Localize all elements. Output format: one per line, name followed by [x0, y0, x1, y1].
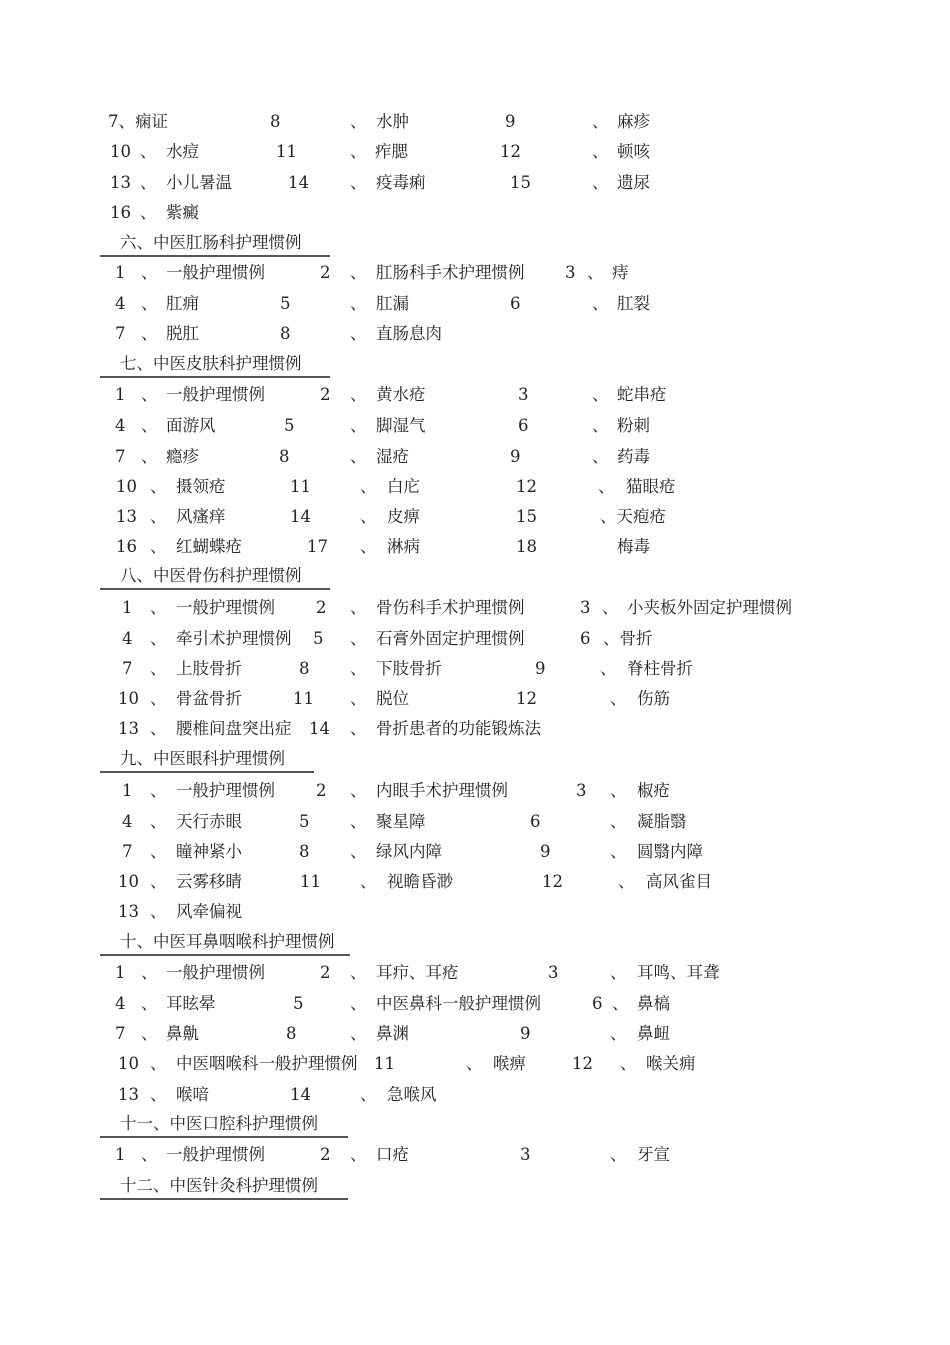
list-cell: 4: [122, 812, 133, 831]
list-cell: 1: [115, 1145, 126, 1164]
list-cell: 肛裂: [617, 294, 650, 313]
list-cell: 、: [141, 963, 158, 982]
list-cell: 、: [141, 324, 158, 343]
list-cell: 、: [466, 1054, 483, 1073]
list-cell: 、: [150, 842, 167, 861]
list-cell: 、: [350, 812, 367, 831]
list-cell: 脊柱骨折: [627, 659, 693, 678]
list-cell: 皮痹: [387, 507, 420, 526]
list-cell: 白庀: [387, 477, 420, 496]
list-cell: 、: [360, 477, 377, 496]
list-cell: 一般护理惯例: [176, 598, 275, 617]
list-cell: 2: [316, 598, 327, 617]
list-cell: 7、痫证: [108, 112, 168, 131]
list-cell: 、: [350, 842, 367, 861]
list-cell: 、: [141, 416, 158, 435]
list-cell: 4: [122, 629, 133, 648]
list-cell: 肛痈: [166, 294, 199, 313]
list-cell: 7: [115, 324, 126, 343]
list-cell: 、: [610, 781, 627, 800]
list-cell: 、: [350, 173, 367, 192]
list-cell: 14: [290, 507, 311, 526]
list-cell: 3: [580, 598, 591, 617]
list-cell: 、: [150, 1054, 167, 1073]
list-cell: 1: [115, 263, 126, 282]
list-cell: 、: [350, 142, 367, 161]
list-cell: 中医咽喉科一般护理惯例: [176, 1054, 358, 1073]
list-cell: 、: [350, 263, 367, 282]
list-cell: 高风雀目: [646, 872, 712, 891]
list-cell: 12: [516, 477, 537, 496]
list-cell: 风瘙痒: [176, 507, 226, 526]
list-cell: 聚星障: [376, 812, 426, 831]
list-cell: 骨折患者的功能锻炼法: [376, 719, 541, 738]
list-cell: 小夹板外固定护理惯例: [627, 598, 792, 617]
list-cell: 7: [122, 842, 133, 861]
list-cell: 梅毒: [617, 537, 650, 556]
section-heading: 七、中医皮肤科护理惯例: [120, 354, 302, 373]
list-cell: 风牵偏视: [176, 902, 242, 921]
list-cell: 1: [115, 963, 126, 982]
section-heading: 十一、中医口腔科护理惯例: [120, 1114, 318, 1133]
list-cell: 13: [110, 173, 131, 192]
list-cell: 、: [360, 872, 377, 891]
list-cell: 一般护理惯例: [166, 385, 265, 404]
list-cell: 9: [520, 1024, 531, 1043]
list-cell: 6: [580, 629, 591, 648]
list-cell: 10: [118, 872, 139, 891]
section-underline: [100, 588, 330, 590]
list-cell: 瘾疹: [166, 447, 199, 466]
list-cell: 湿疮: [376, 447, 409, 466]
list-cell: 伤筋: [637, 689, 670, 708]
list-cell: 瞳神紧小: [176, 842, 242, 861]
list-cell: 下肢骨折: [376, 659, 442, 678]
list-cell: 、: [592, 294, 609, 313]
list-cell: 13: [118, 902, 139, 921]
list-cell: 凝脂翳: [637, 812, 687, 831]
list-cell: 耳疖、耳疮: [376, 963, 459, 982]
list-cell: 蛇串疮: [617, 385, 667, 404]
list-cell: 面游风: [166, 416, 216, 435]
list-cell: 脱肛: [166, 324, 199, 343]
list-cell: 喉关痈: [646, 1054, 696, 1073]
list-cell: 10: [110, 142, 131, 161]
list-cell: 、: [150, 598, 167, 617]
list-cell: 、: [150, 537, 167, 556]
list-cell: 、: [602, 598, 619, 617]
list-cell: 痄腮: [375, 142, 408, 161]
list-cell: 13: [116, 507, 137, 526]
list-cell: 3: [576, 781, 587, 800]
list-cell: 3: [548, 963, 559, 982]
list-cell: 淋病: [387, 537, 420, 556]
list-cell: 、: [360, 1085, 377, 1104]
list-cell: 12: [500, 142, 521, 161]
list-cell: 一般护理惯例: [166, 963, 265, 982]
list-cell: 绿风内障: [376, 842, 442, 861]
list-cell: 椒疮: [637, 781, 670, 800]
list-cell: 14: [290, 1085, 311, 1104]
list-cell: 、: [350, 659, 367, 678]
list-cell: 水肿: [376, 112, 409, 131]
list-cell: 痔: [612, 263, 629, 282]
list-cell: 、: [140, 142, 157, 161]
list-cell: 、: [150, 781, 167, 800]
list-cell: 、: [350, 1145, 367, 1164]
list-cell: 2: [320, 1145, 331, 1164]
list-cell: 8: [286, 1024, 297, 1043]
section-heading: 十二、中医针灸科护理惯例: [120, 1176, 318, 1195]
list-cell: 、天疱疮: [600, 507, 666, 526]
list-cell: 紫癜: [166, 203, 199, 222]
list-cell: 、: [610, 812, 627, 831]
list-cell: 11: [290, 477, 311, 496]
section-heading: 八、中医骨伤科护理惯例: [120, 566, 302, 585]
list-cell: 肛肠科手术护理惯例: [376, 263, 525, 282]
list-cell: 、骨折: [603, 629, 653, 648]
list-cell: 16: [110, 203, 131, 222]
list-cell: 16: [116, 537, 137, 556]
section-underline: [100, 376, 330, 378]
list-cell: 、: [350, 112, 367, 131]
list-cell: 、: [350, 689, 367, 708]
list-cell: 骨伤科手术护理惯例: [376, 598, 525, 617]
list-cell: 腰椎间盘突出症: [176, 719, 292, 738]
list-cell: 、: [592, 142, 609, 161]
list-cell: 、: [350, 719, 367, 738]
list-cell: 遗尿: [617, 173, 650, 192]
list-cell: 、: [150, 659, 167, 678]
list-cell: 牵引术护理惯例: [176, 629, 292, 648]
list-cell: 、: [141, 263, 158, 282]
list-cell: 喉痹: [493, 1054, 526, 1073]
list-cell: 、: [598, 477, 615, 496]
list-cell: 中医鼻科一般护理惯例: [376, 994, 541, 1013]
list-cell: 8: [270, 112, 281, 131]
list-cell: 2: [320, 263, 331, 282]
list-cell: 天行赤眼: [176, 812, 242, 831]
list-cell: 9: [540, 842, 551, 861]
list-cell: 肛漏: [376, 294, 409, 313]
list-cell: 7: [122, 659, 133, 678]
list-cell: 、: [360, 537, 377, 556]
list-cell: 6: [518, 416, 529, 435]
list-cell: 、: [350, 416, 367, 435]
list-cell: 顿咳: [617, 142, 650, 161]
list-cell: 、: [141, 1145, 158, 1164]
list-cell: 11: [300, 872, 321, 891]
list-cell: 粉刺: [617, 416, 650, 435]
list-cell: 、: [141, 447, 158, 466]
list-cell: 脚湿气: [376, 416, 426, 435]
list-cell: 、: [620, 1054, 637, 1073]
list-cell: 、: [592, 112, 609, 131]
list-cell: 口疮: [376, 1145, 409, 1164]
list-cell: 3: [518, 385, 529, 404]
list-cell: 5: [299, 812, 310, 831]
list-cell: 、: [350, 994, 367, 1013]
list-cell: 、: [610, 963, 627, 982]
section-underline: [100, 771, 314, 773]
list-cell: 8: [280, 324, 291, 343]
list-cell: 、: [350, 447, 367, 466]
list-cell: 内眼手术护理惯例: [376, 781, 508, 800]
list-cell: 、: [150, 629, 167, 648]
list-cell: 小儿暑温: [166, 173, 232, 192]
list-cell: 15: [516, 507, 537, 526]
list-cell: 、: [350, 598, 367, 617]
list-cell: 麻疹: [617, 112, 650, 131]
list-cell: 8: [279, 447, 290, 466]
list-cell: 黄水疮: [376, 385, 426, 404]
list-cell: 3: [520, 1145, 531, 1164]
list-cell: 9: [510, 447, 521, 466]
list-cell: 6: [592, 994, 603, 1013]
list-cell: 鼻渊: [376, 1024, 409, 1043]
list-cell: 、: [350, 294, 367, 313]
list-cell: 鼻槁: [637, 994, 670, 1013]
list-cell: 、: [150, 902, 167, 921]
list-cell: 2: [316, 781, 327, 800]
list-cell: 一般护理惯例: [166, 1145, 265, 1164]
list-cell: 上肢骨折: [176, 659, 242, 678]
section-heading: 六、中医肛肠科护理惯例: [120, 233, 302, 252]
list-cell: 、: [350, 1024, 367, 1043]
list-cell: 急喉风: [387, 1085, 437, 1104]
list-cell: 摄领疮: [176, 477, 226, 496]
list-cell: 10: [118, 689, 139, 708]
list-cell: 骨盆骨折: [176, 689, 242, 708]
list-cell: 、: [600, 659, 617, 678]
list-cell: 14: [288, 173, 309, 192]
list-cell: 、: [150, 689, 167, 708]
list-cell: 、: [141, 1024, 158, 1043]
list-cell: 2: [320, 963, 331, 982]
list-cell: 4: [115, 994, 126, 1013]
list-cell: 10: [118, 1054, 139, 1073]
list-cell: 、: [150, 477, 167, 496]
list-cell: 1: [122, 598, 133, 617]
list-cell: 、: [592, 447, 609, 466]
list-cell: 5: [280, 294, 291, 313]
list-cell: 11: [293, 689, 314, 708]
list-cell: 、: [350, 629, 367, 648]
list-cell: 牙宣: [637, 1145, 670, 1164]
list-cell: 18: [516, 537, 537, 556]
list-cell: 、: [610, 842, 627, 861]
list-cell: 11: [374, 1054, 395, 1073]
list-cell: 一般护理惯例: [176, 781, 275, 800]
list-cell: 直肠息肉: [376, 324, 442, 343]
list-cell: 7: [115, 1024, 126, 1043]
list-cell: 、: [350, 963, 367, 982]
list-cell: 、: [360, 507, 377, 526]
list-cell: 5: [313, 629, 324, 648]
list-cell: 4: [115, 294, 126, 313]
list-cell: 、: [150, 1085, 167, 1104]
list-cell: 、: [350, 324, 367, 343]
list-cell: 、: [140, 203, 157, 222]
list-cell: 石膏外固定护理惯例: [376, 629, 525, 648]
list-cell: 脱位: [376, 689, 409, 708]
list-cell: 9: [535, 659, 546, 678]
list-cell: 、: [350, 385, 367, 404]
section-underline: [100, 1136, 348, 1138]
list-cell: 、: [141, 294, 158, 313]
list-cell: 、: [592, 416, 609, 435]
list-cell: 、: [592, 173, 609, 192]
list-cell: 、: [612, 994, 629, 1013]
list-cell: 鼻鼽: [166, 1024, 199, 1043]
list-cell: 、: [150, 507, 167, 526]
section-underline: [100, 255, 330, 257]
list-cell: 、: [587, 263, 604, 282]
list-cell: 、: [150, 719, 167, 738]
list-cell: 猫眼疮: [626, 477, 676, 496]
list-cell: 、: [150, 812, 167, 831]
list-cell: 14: [309, 719, 330, 738]
list-cell: 1: [122, 781, 133, 800]
list-cell: 、: [610, 689, 627, 708]
list-cell: 喉喑: [176, 1085, 209, 1104]
list-cell: 、: [610, 1024, 627, 1043]
list-cell: 11: [276, 142, 297, 161]
list-cell: 、: [350, 781, 367, 800]
list-cell: 13: [118, 719, 139, 738]
list-cell: 圆翳内障: [637, 842, 703, 861]
list-cell: 视瞻昏渺: [387, 872, 453, 891]
list-cell: 12: [542, 872, 563, 891]
list-cell: 9: [505, 112, 516, 131]
list-cell: 红蝴蝶疮: [176, 537, 242, 556]
list-cell: 8: [299, 842, 310, 861]
list-cell: 5: [284, 416, 295, 435]
list-cell: 、: [141, 385, 158, 404]
list-cell: 5: [293, 994, 304, 1013]
list-cell: 疫毒痢: [376, 173, 426, 192]
list-cell: 药毒: [617, 447, 650, 466]
list-cell: 10: [116, 477, 137, 496]
list-cell: 耳眩晕: [166, 994, 216, 1013]
list-cell: 、: [618, 872, 635, 891]
list-cell: 1: [115, 385, 126, 404]
list-cell: 鼻衄: [637, 1024, 670, 1043]
list-cell: 4: [115, 416, 126, 435]
list-cell: 一般护理惯例: [166, 263, 265, 282]
list-cell: 13: [118, 1085, 139, 1104]
list-cell: 、: [150, 872, 167, 891]
list-cell: 7: [115, 447, 126, 466]
list-cell: 15: [510, 173, 531, 192]
section-underline: [100, 1198, 348, 1200]
list-cell: 、: [592, 385, 609, 404]
list-cell: 、: [140, 173, 157, 192]
list-cell: 6: [530, 812, 541, 831]
section-heading: 十、中医耳鼻咽喉科护理惯例: [120, 932, 335, 951]
list-cell: 、: [141, 994, 158, 1013]
list-cell: 2: [320, 385, 331, 404]
list-cell: 3: [565, 263, 576, 282]
list-cell: 8: [299, 659, 310, 678]
list-cell: 6: [510, 294, 521, 313]
list-cell: 17: [307, 537, 328, 556]
list-cell: 12: [572, 1054, 593, 1073]
list-cell: 、: [610, 1145, 627, 1164]
list-cell: 云雾移睛: [176, 872, 242, 891]
list-cell: 12: [516, 689, 537, 708]
list-cell: 水痘: [166, 142, 199, 161]
list-cell: 耳鸣、耳聋: [637, 963, 720, 982]
section-heading: 九、中医眼科护理惯例: [120, 749, 285, 768]
section-underline: [100, 954, 350, 956]
